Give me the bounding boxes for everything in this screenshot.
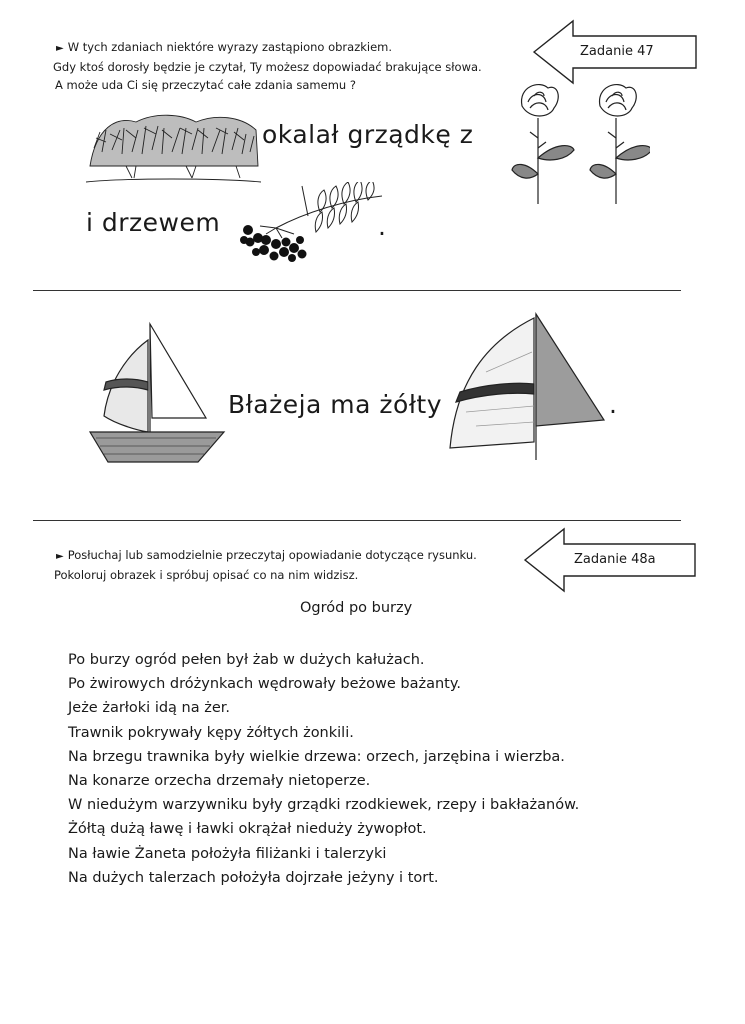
story-line: Jeże żarłoki idą na żer. [68,700,231,717]
task48-label: Zadanie 48a [574,552,656,567]
section-divider [33,520,681,521]
task48-arrow-badge [522,526,692,594]
section-divider [33,290,681,291]
sentence1-text: okalał grządkę z [262,120,474,149]
task47-arrow-badge [531,18,701,86]
story-line: Na dużych talerzach położyła dojrzałe jeżyny i tort. [68,869,439,886]
story-line: Żółtą dużą ławę i ławki okrążał nieduży żywopłot. [68,821,427,838]
bullet-triangle-icon: ► [56,43,64,54]
instruction-text: W tych zdaniach niektóre wyrazy zastąpiono obrazkiem. [67,40,393,54]
story-text [68,648,579,890]
sentence3-period: . [609,390,618,419]
instruction-text: Posłuchaj lub samodzielnie przeczytaj opowiadanie dotyczące rysunku. [67,548,477,562]
story-line: Na konarze orzecha drzemały nietoperze. [68,772,371,789]
roses-picture [500,78,650,208]
bullet-triangle-icon: ► [56,551,64,562]
sentence2-text: i drzewem [86,208,221,237]
sentence2-period: . [378,212,387,241]
hedge-picture [86,108,261,188]
task47-instructions [53,38,482,94]
sailboat-picture [86,320,226,470]
story-line: Po żwirowych dróżynkach wędrowały beżowe bażanty. [68,676,461,693]
story-line: Na brzegu trawnika były wielkie drzewa: orzech, jarzębina i wierzba. [68,748,565,765]
task47-label: Zadanie 47 [580,44,654,59]
task47-instruction-line3: A może uda Ci się przeczytać całe zdania samemu ? [55,78,356,92]
story-line: Po burzy ogród pełen był żab w dużych kałużach. [68,652,425,668]
story-line: Na ławie Żaneta położyła filiżanki i talerzyki [68,845,387,862]
story-line: W niedużym warzywniku były grządki rzodkiewek, rzepy i bakłażanów. [68,797,580,814]
story-line: Trawnik pokrywały kępy żółtych żonkili. [68,724,354,741]
task48-instruction-line1 [56,546,477,566]
task47-instruction-line1 [56,38,482,58]
story-title: Ogród po burzy [300,600,413,616]
sentence3-text: Błażeja ma żółty [228,390,443,419]
task48-instructions [56,546,477,584]
rowan-branch-picture [236,182,387,268]
task47-instruction-line2: Gdy ktoś dorosły będzie je czytał, Ty możesz dopowiadać brakujące słowa. [53,60,482,74]
sail-picture [446,312,608,462]
task48-instruction-line2: Pokoloruj obrazek i spróbuj opisać co na nim widzisz. [54,568,359,582]
